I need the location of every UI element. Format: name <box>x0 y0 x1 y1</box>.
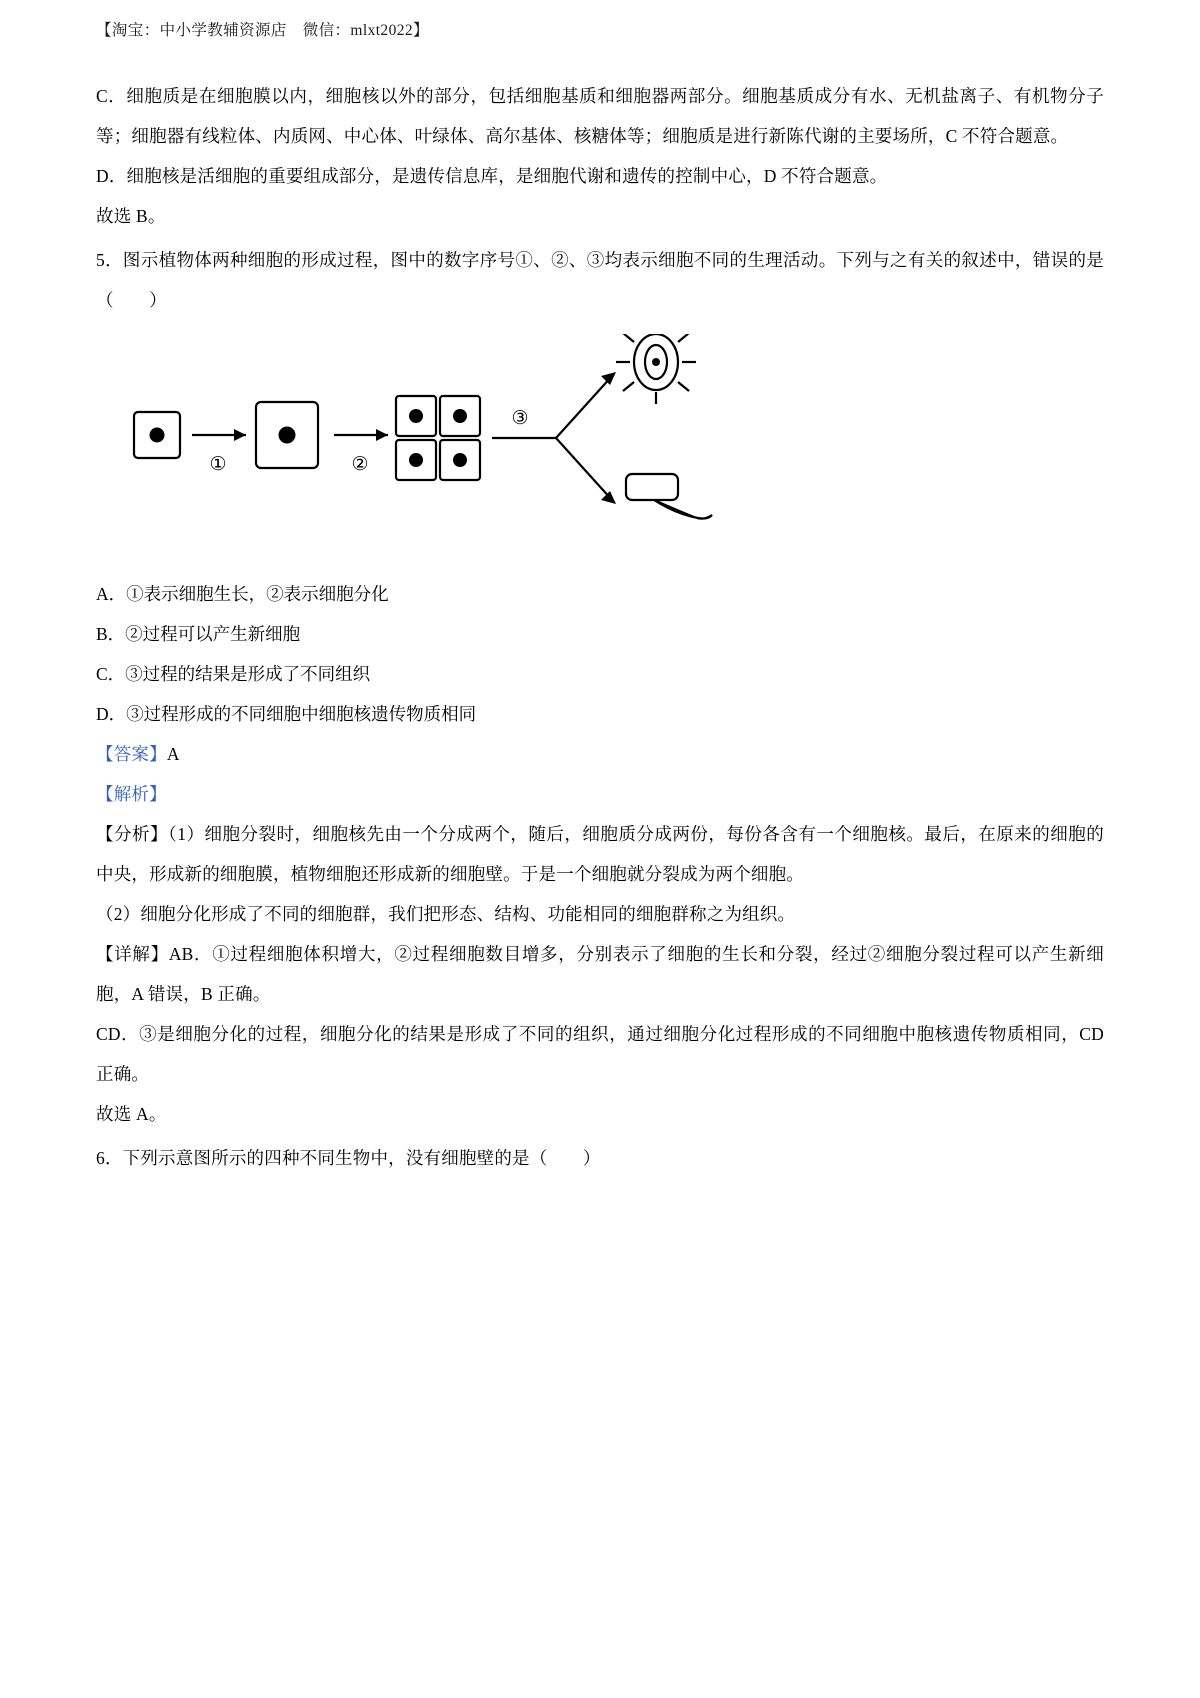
figure-label-3: ③ <box>511 408 529 429</box>
analysis-paragraph-3: 【详解】AB．①过程细胞体积增大，②过程细胞数目增多，分别表示了细胞的生长和分裂，经过②细胞分裂过程可以产生新细胞，A 错误，B 正确。 <box>96 944 1104 1004</box>
option-d: D．③过程形成的不同细胞中细胞核遗传物质相同 <box>96 704 477 724</box>
figure-label-2: ② <box>351 454 369 475</box>
question-6 <box>96 1138 1104 1178</box>
analysis-paragraph-5: 故选 A。 <box>96 1104 167 1124</box>
analysis-paragraph-4: CD．③是细胞分化的过程，细胞分化的结果是形成了不同的组织，通过细胞分化过程形成的不同细胞中胞核遗传物质相同，CD 正确。 <box>96 1024 1104 1084</box>
paragraph-answer-b: 故选 B。 <box>96 206 166 226</box>
question-6-stem: 6．下列示意图所示的四种不同生物中，没有细胞壁的是（ ） <box>96 1148 601 1168</box>
paragraph-option-c: C．细胞质是在细胞膜以内，细胞核以外的部分，包括细胞基质和细胞器两部分。细胞基质成分有水、无机盐离子、有机物分子等；细胞器有线粒体、内质网、中心体、叶绿体、高尔基体、核糖体等；细胞质是进行新陈代谢的主要场所，C 不符合题意。 <box>96 86 1104 146</box>
option-a: A．①表示细胞生长，②表示细胞分化 <box>96 584 389 604</box>
option-c: C．③过程的结果是形成了不同组织 <box>96 664 371 684</box>
analysis-paragraph-2: （2）细胞分化形成了不同的细胞群，我们把形态、结构、功能相同的细胞群称之为组织。 <box>96 904 796 924</box>
answer-value: A <box>166 744 180 764</box>
option-b: B．②过程可以产生新细胞 <box>96 624 301 644</box>
analysis-label: 【解析】 <box>96 784 167 804</box>
paragraph-option-d: D．细胞核是活细胞的重要组成部分，是遗传信息库，是细胞代谢和遗传的控制中心，D 不符合题意。 <box>96 166 888 186</box>
answer-line <box>96 734 1104 774</box>
answer-label: 【答案】 <box>96 744 167 764</box>
document-body <box>96 76 1104 1178</box>
cell-division-differentiation-figure <box>96 334 1104 564</box>
page-header: 【淘宝：中小学教辅资源店 微信：mlxt2022】 <box>96 22 429 39</box>
question-5-options <box>96 574 1104 734</box>
analysis-paragraph-1: 【分析】（1）细胞分裂时，细胞核先由一个分成两个，随后，细胞质分成两份，每份各含有一个细胞核。最后，在原来的细胞的中央，形成新的细胞膜，植物细胞还形成新的细胞壁。于是一个细胞就分裂成为两个细胞。 <box>96 824 1104 884</box>
question-5-stem: 5．图示植物体两种细胞的形成过程，图中的数字序号①、②、③均表示细胞不同的生理活动。下列与之有关的叙述中，错误的是（ ） <box>96 250 1104 310</box>
question-5 <box>96 240 1104 1134</box>
figure-label-1: ① <box>209 454 227 475</box>
figure-svg <box>96 334 1106 564</box>
